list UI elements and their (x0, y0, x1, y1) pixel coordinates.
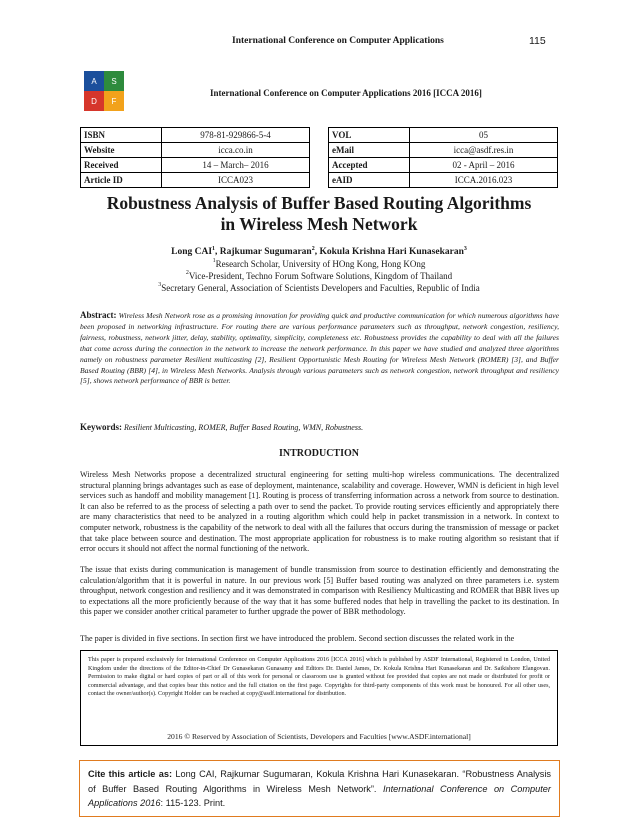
author-name: Long CAI (171, 247, 213, 257)
table-row (81, 173, 310, 188)
affiliation-text: Secretary General, Association of Scientists Developers and Faculties, Republic of India (161, 283, 480, 293)
body-paragraph: The paper is divided in five sections. In section first we have introduced the problem. Second section discusses the related work in the (80, 634, 515, 643)
info-table-left (80, 127, 310, 188)
affiliation-text: Vice-President, Techno Forum Software Solutions, Kingdom of Thailand (188, 271, 453, 281)
author-sup: 2 (311, 246, 315, 252)
table-value: ICCA.2016.023 (410, 173, 558, 188)
table-value: 978-81-929866-5-4 (162, 128, 310, 143)
abstract-label: Abstract: (80, 310, 117, 320)
table-value: 02 - April – 2016 (410, 158, 558, 173)
table-row (329, 128, 558, 143)
author-name: Kokula Krishna Hari Kunasekaran (319, 247, 464, 257)
citation-pages: : 115-123. Print. (160, 798, 226, 808)
table-row (81, 128, 310, 143)
table-key: VOL (329, 128, 410, 143)
table-row (329, 143, 558, 158)
title-line-2: in Wireless Mesh Network (220, 214, 418, 234)
table-value: ICCA023 (162, 173, 310, 188)
copyright-notice-box (80, 650, 558, 746)
table-row (81, 143, 310, 158)
table-key: eMail (329, 143, 410, 158)
table-value: icca@asdf.res.in (410, 143, 558, 158)
title-line-1: Robustness Analysis of Buffer Based Routing Algorithms (106, 193, 532, 213)
table-value: icca.co.in (162, 143, 310, 158)
running-title: International Conference on Computer Applications (232, 36, 444, 46)
logo-cell-f: F (104, 91, 124, 111)
notice-text: This paper is prepared exclusively for International Conference on Computer Applications 2016 [ICCA 2016] which is published by ASDF International, Registered in London, United Kingdom under the directions of the Editor-in-Chief Dr Gunasekaran Gunasamy and Editors Dr. Daniel James, Dr. Kokula Krishna Hari Kunasekaran and Dr. Saikishore Elangovan. Permission to make digital or hard copies of part or all of this work for personal or classroom use is granted without fee provided that copies are not made or distributed for profit or commercial advantage, and that copies bear this notice and the full citation on the first page. Copyrights for third-party components of this work must be honoured. For all other uses, contact the owner/author(s). Copyright Holder can be reached at copy@asdf.international for distribution. (88, 657, 550, 698)
affiliation-sup: 3 (158, 282, 162, 288)
conference-line: International Conference on Computer Applications 2016 [ICCA 2016] (210, 88, 482, 98)
asdf-logo (84, 71, 124, 111)
citation-venue: International Conference on Computer Applications 2016 (88, 783, 551, 808)
author-list: Long CAI$^1$, Rajkumar Sugumaran$^2$, Kokula Krishna Hari Kunasekaran$^3$ (171, 246, 467, 257)
table-key: Article ID (81, 173, 162, 188)
table-value: 05 (410, 128, 558, 143)
table-row (329, 158, 558, 173)
copyright-line: 2016 © Reserved by Association of Scientists, Developers and Faculties [www.ASDF.international] (167, 732, 471, 741)
keywords-label: Keywords: (80, 422, 122, 432)
table-row (81, 158, 310, 173)
citation-box (79, 760, 560, 817)
table-key: eAID (329, 173, 410, 188)
abstract (80, 310, 559, 387)
body-paragraph: Wireless Mesh Networks propose a decentralized structural engineering for setting multi-hop wireless communications. The decentralized structural planning brings advantages such as ease of deployment, maintenance, scalability and coverage. However, WMN is deficient in high level services such as handoff and mobility management [1]. Routing is process of transferring information across a network from source to destination. It can also be referred to as the process of selecting a path over to send the packet. To provide routing services efficiently and appropriately there are many characteristics that need to be analyzed in a routing algorithm which could help in packet transmission in a network. In context to computer network, robustness is the capability of the network to deal with all the failures that occurs during the transmission of message or packet that take place between source and destination. The most appropriate application for robustness is to make routing algorithm so resistant that if error occurs it should not affect the normal functioning of the network. (80, 470, 559, 554)
table-key: Website (81, 143, 162, 158)
citation-label: Cite this article as: (88, 769, 173, 779)
table-key: Accepted (329, 158, 410, 173)
author-sup: 3 (463, 246, 467, 252)
page-number: 115 (529, 35, 546, 47)
info-table-right (328, 127, 558, 188)
keywords (80, 422, 559, 432)
affiliation (40, 283, 598, 293)
table-key: Received (81, 158, 162, 173)
affiliation (40, 271, 598, 281)
affiliation-sup: 1 (212, 258, 216, 264)
abstract-text: Wireless Mesh Network rose as a promising innovation for providing quick and productive communication for which numerous algorithms have been proposed in networking infrastructure. For routing there are various performance parameters such as throughput, network congestion, resiliency, fairness, robustness, network jitter, delay, stability, optimality, simplicity, completeness etc. Robustness provides the capability to deal with all the failures that come across during the connection in the network to increase the network performance. In this paper we have studied and analyzed three algorithms namely on robustness parameter Resilient multicasting [2], Resilient Opportunistic Mesh Routing for Wireless Mesh Network (ROMER) [3], and Buffer Based Routing (BBR) [4], in Wireless Mesh Networks. Analysis through various parameters such as network congestion, network throughput and resiliency [5], shows network performance of BBR is better. (80, 311, 559, 386)
affiliation (40, 259, 598, 269)
table-key: ISBN (81, 128, 162, 143)
body-paragraph: The issue that exists during communication is management of bundle transmission from source to destination efficiently and demonstrating the calculation/algorithm that it is powerful in nature. In our previous work [5] Buffer based routing was analyzed on three parameters i.e. system throughput, network congestion and resiliency and it was demonstrated in comparison with Resiliency Multicasting and ROMER that BBR lives up to expectations all the more proficiently because of the way that it has some buffered nodes that help in travelling the packet to its destination. In this paper we consider another critical parameter to further upgrade the power of BBR methodology. (80, 565, 559, 617)
section-heading: INTRODUCTION (278, 448, 359, 459)
logo-cell-a: A (84, 71, 104, 91)
table-row (329, 173, 558, 188)
table-value: 14 – March– 2016 (162, 158, 310, 173)
citation-title: “Robustness Analysis of Buffer Based Routing Algorithms in Wireless Mesh Network”. (88, 769, 551, 794)
author-sup: 1 (212, 246, 216, 252)
keywords-text: Resilient Multicasting, ROMER, Buffer Based Routing, WMN, Robustness. (124, 423, 364, 432)
affiliation-text: Research Scholar, University of HOng Kong, Hong KOng (215, 259, 426, 269)
author-name: Rajkumar Sugumaran (219, 247, 312, 257)
paper-title (40, 193, 598, 235)
citation-authors: Long CAI, Rajkumar Sugumaran, Kokula Krishna Hari Kunasekaran. (175, 769, 460, 779)
logo-cell-s: S (104, 71, 124, 91)
logo-cell-d: D (84, 91, 104, 111)
running-header (0, 36, 638, 50)
affiliation-sup: 2 (185, 270, 189, 276)
